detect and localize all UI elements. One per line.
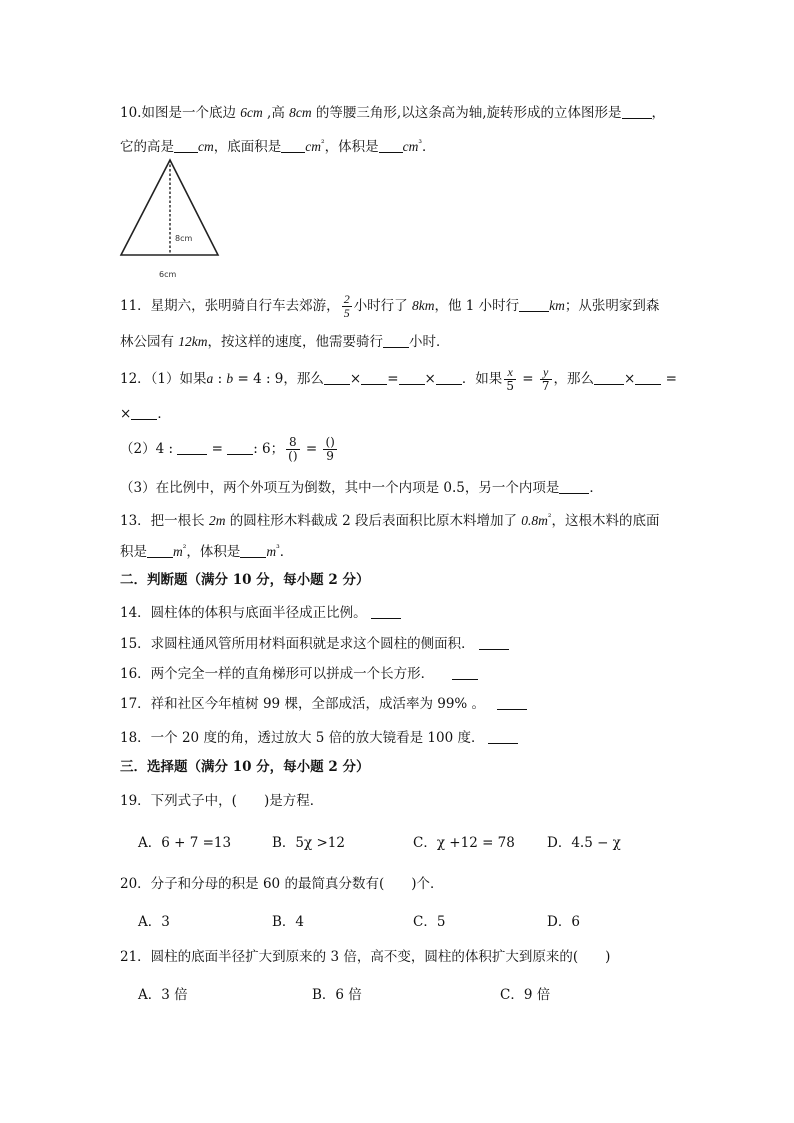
q20-stem: 20．分子和分母的积是 60 的最简真分数有( )个． [120,876,444,892]
q20-option-d[interactable]: D．6 [547,914,580,930]
answer-blank[interactable] [281,138,305,153]
judge-item-17: 17．祥和社区今年植树 99 棵，全部成活，成活率为 99% 。 [120,694,527,714]
q20-option-a[interactable]: A．3 [138,914,170,930]
q19-option-a[interactable]: A．6 + 7 =13 [138,835,232,851]
fraction-x-over-5: $\frac{x}{5}$ [506,365,514,393]
answer-blank[interactable] [519,297,549,312]
fraction-blank-over-9: $\frac{()}{9}$ [325,435,335,463]
q12-line1: 12．（1）如果a : b = 4 : 9，那么 × = × ．如果 $\frac{x}{5}$ = $\frac{y}{7}$ ，那么 × = [120,365,677,393]
answer-blank[interactable] [324,370,350,385]
q19-option-c[interactable]: C．χ +12 = 78 [413,835,515,851]
q13-line1: 13．把一根长 2m 的圆柱形木料截成 2 段后表面积比原木料增加了 $0.8m^{^2}$，这根木料的底面 [120,513,660,529]
section-heading-choice: 三．选择题（满分 10 分，每小题 2 分） [120,759,370,775]
base-label: 6cm [159,270,177,279]
q19-stem: 19．下列式子中，( )是方程． [120,793,324,809]
answer-blank[interactable] [436,370,462,385]
answer-blank[interactable] [559,479,589,494]
answer-blank[interactable] [131,405,157,420]
q21-option-b[interactable]: B．6 倍 [312,987,362,1003]
answer-blank[interactable] [177,440,207,455]
answer-blank[interactable] [399,370,425,385]
answer-blank[interactable] [227,440,253,455]
answer-blank[interactable] [594,370,624,385]
q10-line1: 10.如图是一个底边 6cm ,高 8cm 的等腰三角形,以这条高为轴,旋转形成的立体图形是 ， [120,105,666,121]
answer-blank[interactable] [371,604,401,619]
q21-stem: 21．圆柱的底面半径扩大到原来的 3 倍，高不变，圆柱的体积扩大到原来的( ) [120,949,611,965]
q19-option-d[interactable]: D．4.5 − χ [547,835,621,851]
answer-blank[interactable] [174,138,198,153]
answer-blank[interactable] [479,635,509,650]
q12-line2: × ． [120,406,171,422]
answer-blank[interactable] [379,138,403,153]
answer-blank[interactable] [635,370,661,385]
q21-option-a[interactable]: A．3 倍 [138,987,188,1003]
judge-item-15: 15．求圆柱通风管所用材料面积就是求这个圆柱的侧面积． [120,634,509,654]
fraction-8-over-blank: $\frac{8}{()}$ [288,435,298,463]
answer-blank[interactable] [452,665,478,680]
q10-line2: 它的高是 cm，底面积是 $cm^{^2}$，体积是 $cm^{^3}$． [120,139,436,155]
judge-item-18: 18．一个 20 度的角，透过放大 5 倍的放大镜看是 100 度． [120,728,518,748]
q11-line2: 林公园有 12km，按这样的速度，他需要骑行 小时． [120,334,450,350]
answer-blank[interactable] [497,695,527,710]
fraction-two-fifths: $\frac{2}{5}$ [343,292,350,320]
q21-option-c[interactable]: C．9 倍 [500,987,551,1003]
fraction-y-over-7: $\frac{y}{7}$ [541,365,550,393]
answer-blank[interactable] [240,543,266,558]
answer-blank[interactable] [383,333,409,348]
q13-line2: 积是 $m^{^2}$，体积是 $m^{^3}$． [120,544,294,560]
answer-blank[interactable] [488,729,518,744]
answer-blank[interactable] [622,104,652,119]
judge-item-14: 14．圆柱体的体积与底面半径成正比例。 [120,603,401,623]
q19-option-b[interactable]: B．5χ >12 [272,835,345,851]
q12-part3: （3）在比例中，两个外项互为倒数，其中一个内项是 0.5，另一个内项是 ． [120,480,603,496]
section-heading-judgement: 二．判断题（满分 10 分，每小题 2 分） [120,572,370,588]
q20-option-c[interactable]: C．5 [413,914,446,930]
answer-blank[interactable] [361,370,387,385]
q12-part2: （2）4 : = : 6； $\frac{8}{()}$ = $\frac{()}{9}$ [120,435,335,463]
judge-item-16: 16．两个完全一样的直角梯形可以拼成一个长方形． [120,664,478,684]
q20-option-b[interactable]: B．4 [272,914,305,930]
height-label: 8cm [175,234,193,243]
isosceles-triangle-figure [118,158,224,282]
q11-line1: 11．星期六，张明骑自行车去郊游， $\frac{2}{5}$ 小时行了 8km，他 1 小时行 km；从张明家到森 [120,292,660,320]
answer-blank[interactable] [147,543,173,558]
